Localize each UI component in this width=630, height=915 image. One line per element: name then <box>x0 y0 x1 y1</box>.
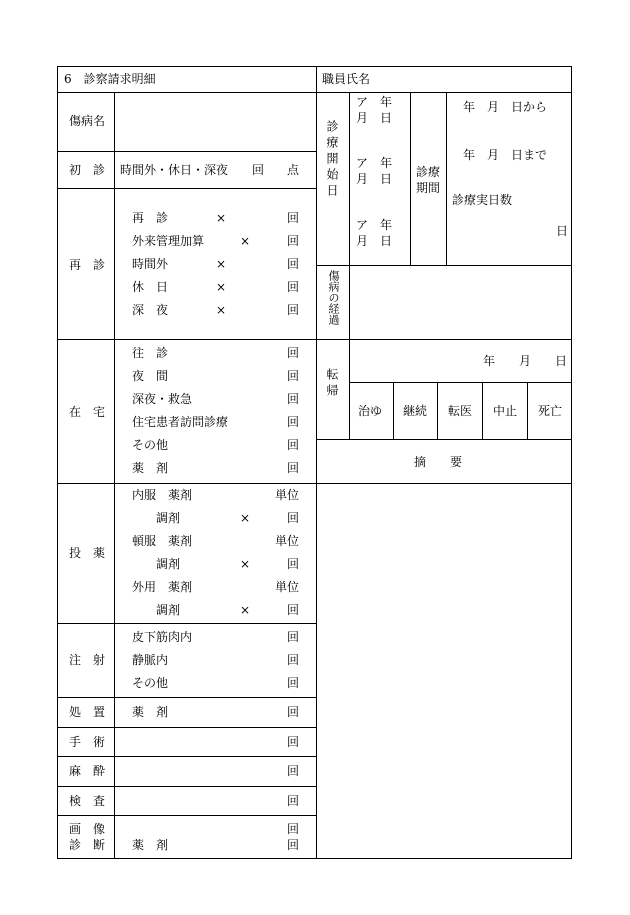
first-visit-points: 点 <box>287 163 300 177</box>
outcome-death: 死亡 <box>538 404 563 418</box>
start-date-line2: 月 日 <box>356 172 393 186</box>
outcome-label: 転帰 <box>325 368 339 400</box>
medication-item-unit: 単位 <box>275 488 300 502</box>
medication-item-x: × <box>240 557 251 571</box>
revisit-item-x: × <box>216 303 227 317</box>
injection-item-unit: 回 <box>287 630 300 644</box>
first-visit-label: 初 診 <box>69 163 106 177</box>
imaging-label-line2: 診 断 <box>69 838 106 852</box>
start-date-line2: 月 日 <box>356 111 393 125</box>
revisit-item-name: 時間外 <box>132 257 169 271</box>
revisit-item-name: 外来管理加算 <box>132 234 205 248</box>
days-unit: 日 <box>556 224 569 238</box>
revisit-item-unit: 回 <box>287 211 300 225</box>
revisit-item-x: × <box>240 234 251 248</box>
medication-item-x: × <box>240 603 251 617</box>
surgery-unit: 回 <box>287 735 300 749</box>
period-to: 年 月 日まで <box>463 148 548 162</box>
outcome-date: 年 月 日 <box>483 354 568 368</box>
progress-label: 傷病の経過 <box>327 270 340 325</box>
injection-item-unit: 回 <box>287 653 300 667</box>
revisit-item-name: 休 日 <box>132 280 169 294</box>
revisit-item-unit: 回 <box>287 234 300 248</box>
revisit-item-x: × <box>216 257 227 271</box>
imaging-unit-1: 回 <box>287 822 300 836</box>
medication-item-name: 内服 薬剤 <box>132 488 193 502</box>
home-item-unit: 回 <box>287 461 300 475</box>
imaging-unit-2: 回 <box>287 838 300 852</box>
medication-item-unit: 回 <box>287 557 300 571</box>
medication-item-unit: 回 <box>287 603 300 617</box>
injection-label: 注 射 <box>69 653 106 667</box>
medication-item-x: × <box>240 511 251 525</box>
staff-name-label: 職員氏名 <box>322 72 371 86</box>
outcome-continued: 継続 <box>403 404 428 418</box>
revisit-item-x: × <box>216 280 227 294</box>
revisit-item-unit: 回 <box>287 257 300 271</box>
exam-label: 検 査 <box>69 794 106 808</box>
medication-item-unit: 単位 <box>275 534 300 548</box>
start-date-line1: ア 年 <box>356 95 393 109</box>
treatment-unit: 回 <box>287 705 300 719</box>
revisit-item-name: 深 夜 <box>132 303 169 317</box>
start-date-line1: ア 年 <box>356 218 393 232</box>
start-date-line2: 月 日 <box>356 234 393 248</box>
home-item-name: 薬 剤 <box>132 461 169 475</box>
imaging-label-line1: 画 像 <box>69 822 106 836</box>
period-label-line2: 期間 <box>416 181 441 195</box>
medication-item-name: 調剤 <box>156 603 181 617</box>
anesthesia-label: 麻 酔 <box>69 764 106 778</box>
medication-item-name: 外用 薬剤 <box>132 580 193 594</box>
disease-name-label: 傷病名 <box>69 114 106 128</box>
treatment-item: 薬 剤 <box>132 705 169 719</box>
home-care-label: 在 宅 <box>69 405 106 419</box>
home-item-unit: 回 <box>287 415 300 429</box>
home-item-name: 深夜・救急 <box>132 392 193 406</box>
first-visit-times: 回 <box>252 163 265 177</box>
outcome-transferred: 転医 <box>448 404 473 418</box>
period-from: 年 月 日から <box>463 100 548 114</box>
medication-item-unit: 単位 <box>275 580 300 594</box>
revisit-label: 再 診 <box>69 258 106 272</box>
actual-days-label: 診療実日数 <box>452 193 513 207</box>
home-item-name: 往 診 <box>132 346 169 360</box>
home-item-name: その他 <box>132 438 169 452</box>
treatment-label: 処 置 <box>69 705 106 719</box>
medication-label: 投 薬 <box>69 546 106 560</box>
medication-item-name: 調剤 <box>156 557 181 571</box>
start-date-label: 診療開始日 <box>325 120 339 200</box>
medication-item-unit: 回 <box>287 511 300 525</box>
home-item-unit: 回 <box>287 392 300 406</box>
surgery-label: 手 術 <box>69 735 106 749</box>
home-item-name: 住宅患者訪問診療 <box>132 415 229 429</box>
outcome-cured: 治ゆ <box>358 404 383 418</box>
home-item-name: 夜 間 <box>132 369 169 383</box>
revisit-item-unit: 回 <box>287 280 300 294</box>
revisit-item-name: 再 診 <box>132 211 169 225</box>
medication-item-name: 調剤 <box>156 511 181 525</box>
outcome-discontinued: 中止 <box>493 404 518 418</box>
start-date-line1: ア 年 <box>356 156 393 170</box>
injection-item-name: 皮下筋肉内 <box>132 630 193 644</box>
form-title: 6 診察請求明細 <box>64 72 156 86</box>
summary-label: 摘 要 <box>414 455 463 469</box>
anesthesia-unit: 回 <box>287 764 300 778</box>
injection-item-name: その他 <box>132 676 169 690</box>
period-label-line1: 診療 <box>416 165 441 179</box>
home-item-unit: 回 <box>287 438 300 452</box>
revisit-item-x: × <box>216 211 227 225</box>
first-visit-detail: 時間外・休日・深夜 <box>120 163 229 177</box>
imaging-item: 薬 剤 <box>132 838 169 852</box>
injection-item-name: 静脈内 <box>132 653 169 667</box>
revisit-item-unit: 回 <box>287 303 300 317</box>
exam-unit: 回 <box>287 794 300 808</box>
home-item-unit: 回 <box>287 369 300 383</box>
home-item-unit: 回 <box>287 346 300 360</box>
medication-item-name: 頓服 薬剤 <box>132 534 193 548</box>
injection-item-unit: 回 <box>287 676 300 690</box>
